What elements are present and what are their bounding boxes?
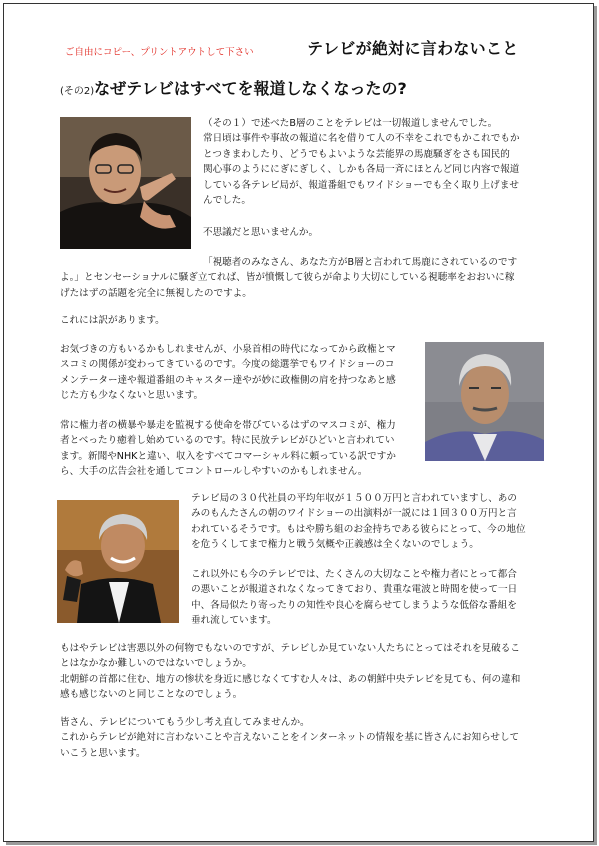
text-line: これからテレビが絶対に言わないことや言えないことをインターネットの情報を基に皆さんにお知らせして	[60, 732, 520, 744]
older-man-photo	[425, 342, 544, 461]
text-line: もはやテレビは害悪以外の何物でもないのですが、テレビしか見ていない人たちにとってはそれを見破るこ	[60, 643, 520, 654]
paragraph-7	[191, 491, 526, 553]
text-line: 北朝鮮の首都に住む、地方の惨状を身近に感じなくてすむ人々は、あの朝鮮中央テレビを見ても、何の違和	[60, 673, 521, 685]
text-line: いこうと思います。	[60, 747, 146, 759]
text-line: これには訳があります。	[60, 315, 165, 326]
text-line: 「視聴者のみなさん、あなた方がB層と言われて馬鹿にされているのです	[203, 257, 518, 268]
paragraph-5	[60, 342, 396, 404]
paragraph-3	[60, 255, 517, 301]
man-pointing-photo	[60, 117, 191, 249]
text-line: じた方も少なくないと思います。	[60, 390, 204, 402]
paragraph-9	[60, 641, 520, 703]
text-line: テレビ局の３０代社員の平均年収が１５００万円と言われていますし、あの	[191, 493, 517, 504]
text-line: メンテーター達や報道番組のキャスター達やが妙に政権側の肩を持つなあと感	[60, 374, 396, 386]
text-line: みのもんたさんの朝のワイドショーの出演料が一説には１回３００万円と言	[191, 508, 517, 520]
text-line: （その１）で述べたB層のことをテレビは一切報道しませんでした。	[203, 118, 498, 129]
text-line: とはなかなか難しいのではないでしょうか。	[60, 658, 252, 670]
text-line: の悪いことが報道されなくなってきており、貴重な電波と時間を使って一日	[191, 584, 518, 596]
paragraph-6	[60, 418, 396, 480]
text-line: お気づきの方もいるかもしれませんが、小泉首相の時代になってから政権とマ	[60, 344, 396, 355]
subtitle-text: なぜテレビはすべてを報道しなくなったの?	[94, 79, 407, 98]
text-line: している各テレビ局が、報道番組でもワイドショーでも全く取り上げませ	[203, 179, 519, 191]
man-thumbs-up-photo	[57, 500, 179, 623]
text-line: とつきまわしたり、どうでもよいような芸能界の馬鹿騒ぎをさも国民的	[203, 148, 510, 160]
text-line: げたはずの話題を完全に無視したのですよ。	[60, 287, 252, 299]
text-line: 中、各局似たり寄ったりの知性や良心を腐らせてしまうような低俗な番組を	[191, 599, 517, 611]
copy-permission-note: ご自由にコピー、プリントアウトして下さい	[65, 47, 254, 58]
text-line: 者とべったり癒着し始めているのです。特に民放テレビがひどいと言われてい	[60, 435, 395, 447]
text-line: 常日頃は事件や事故の報道に名を借りて人の不幸をこれでもかこれでもか	[203, 133, 520, 145]
text-line: よ。」とセンセーショナルに騒ぎ立てれば、皆が憤慨して彼らが命より大切にしている視聴率をおおいに稼	[60, 272, 515, 284]
text-line: 関心事のようににぎにぎしく、しかも各局一斉にほとんど同じ内容で報道	[203, 164, 520, 176]
paragraph-8	[191, 567, 517, 629]
paragraph-2	[203, 225, 318, 240]
text-line: 感も感じないのと同じことなのでしょう。	[60, 689, 243, 701]
paragraph-1	[203, 116, 520, 208]
text-line: われているそうです。もはや勝ち組のお金持ちである彼らにとって、今の地位	[191, 523, 526, 535]
text-line: これ以外にも今のテレビでは、たくさんの大切なことや権力者にとって都合	[191, 569, 517, 580]
page-title: テレビが絶対に言わないこと	[307, 39, 519, 58]
text-line: を危うくしてまで権力と戦う気概や正義感は全くないのでしょう。	[191, 539, 479, 551]
section-subtitle	[60, 76, 407, 99]
text-line: 皆さん、テレビについてもう少し考え直してみませんか。	[60, 717, 310, 728]
text-line: ます。新聞やNHKと違い、収入をすべてコマーシャル料に頼っている訳ですか	[60, 450, 396, 462]
text-line: 不思議だと思いませんか。	[203, 227, 319, 238]
text-line: 垂れ流しています。	[191, 615, 277, 627]
subtitle-prefix: (その2)	[60, 86, 95, 97]
text-line: スコミの関係が変わってきているのです。今度の総選挙でもワイドショーのコ	[60, 359, 395, 371]
text-line: ら、大手の広告会社を通してコントロールしやすいのかもしれません。	[60, 466, 368, 478]
paragraph-4	[60, 313, 165, 328]
text-line: んでした。	[203, 195, 251, 207]
text-line: 常に権力者の横暴や暴走を監視する使命を帯びているはずのマスコミが、権力	[60, 420, 396, 431]
paragraph-10	[60, 715, 519, 761]
